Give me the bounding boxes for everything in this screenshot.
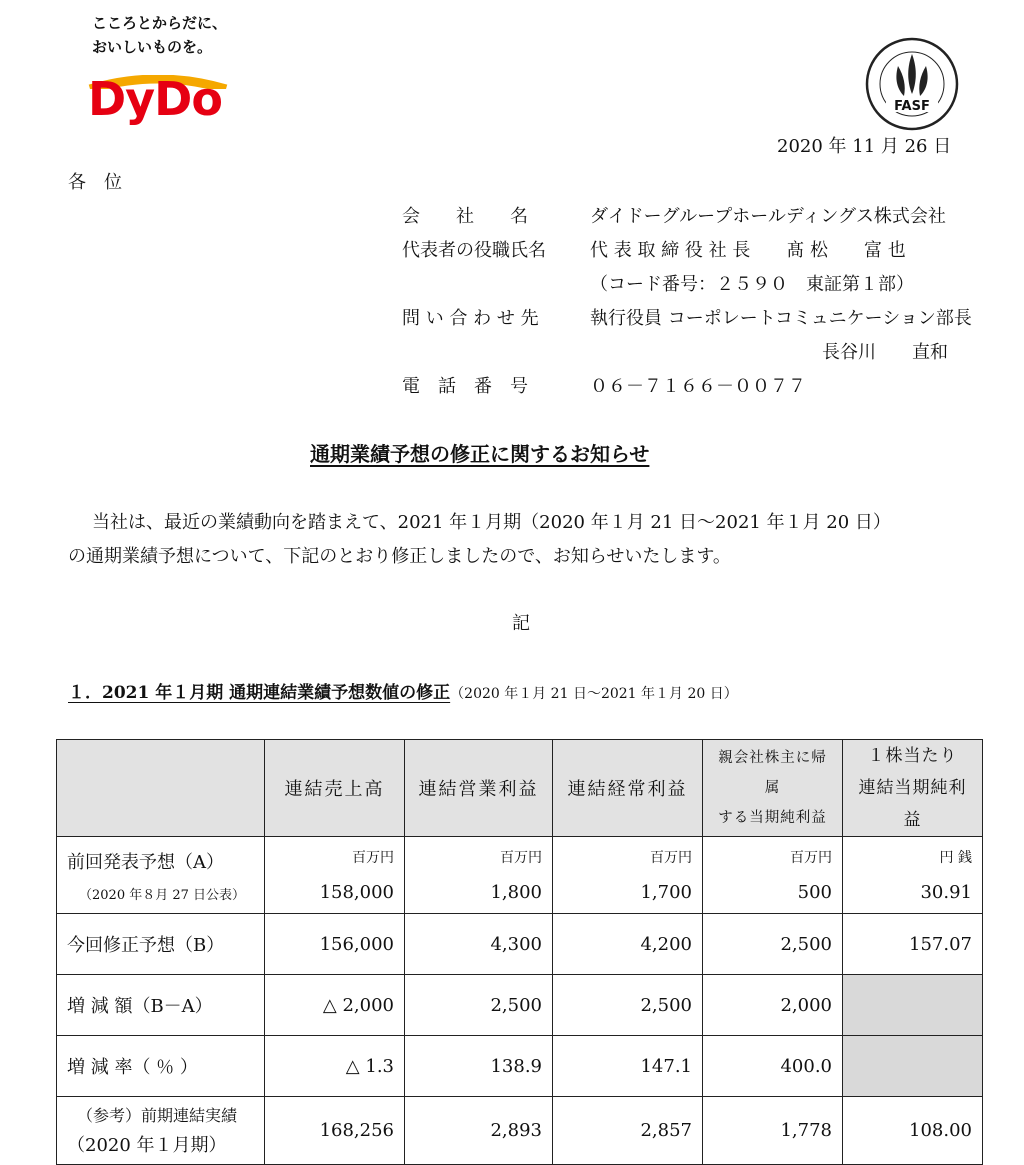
cell-number: 157.07	[843, 914, 983, 975]
logo-tagline-line-1: こころとからだに、	[92, 14, 228, 32]
cell-number: 2,857	[553, 1097, 703, 1165]
phone-label: 電 話 番 号	[402, 376, 528, 397]
body-line-1: 当社は、最近の業績動向を踏まえて、2021 年１月期（2020 年１月 21 日～2021 年１月 20 日）	[92, 512, 891, 533]
cell-number: 4,300	[405, 914, 553, 975]
cell-number: 2,500	[553, 975, 703, 1036]
unit-label: 百万円	[352, 849, 394, 866]
document-date: 2020 年 11 月 26 日	[777, 136, 952, 157]
unit-label: 百万円	[650, 849, 692, 866]
logo-tagline-line-2: おいしいものを。	[92, 38, 213, 56]
cell-number: 1,800	[490, 881, 542, 903]
cell-number: 138.9	[405, 1036, 553, 1097]
header-net-income-line-1: 親会社株主に帰属	[718, 750, 827, 796]
fasf-seal-label: FASF	[894, 99, 930, 114]
header-net-income-line-2: する当期純利益	[718, 810, 827, 826]
document-title: 通期業績予想の修正に関するお知らせ	[310, 442, 650, 466]
cell-number: 108.00	[843, 1097, 983, 1165]
addressee: 各 位	[68, 172, 122, 193]
cell-number: 500	[797, 881, 832, 903]
row-label-change-rate: 増 減 率（ ％ ）	[57, 1036, 265, 1097]
cell-number: 2,500	[405, 975, 553, 1036]
header-operating-income: 連結営業利益	[405, 740, 553, 837]
cell-value	[265, 837, 405, 914]
section-1-heading	[68, 678, 738, 703]
header-net-income	[703, 740, 843, 837]
unit-label: 百万円	[790, 849, 832, 866]
table-row	[57, 837, 983, 914]
cell-empty-shaded	[843, 975, 983, 1036]
cell-number: 168,256	[265, 1097, 405, 1165]
cell-number: 2,500	[703, 914, 843, 975]
cell-number: 1,700	[640, 881, 692, 903]
company-name-value: ダイドーグループホールディングス株式会社	[590, 206, 946, 227]
header-corner	[57, 740, 265, 837]
cell-number: 147.1	[553, 1036, 703, 1097]
table-row	[57, 1097, 983, 1165]
cell-value	[553, 837, 703, 914]
row-label-revised-forecast: 今回修正予想（B）	[57, 914, 265, 975]
forecast-revision-table	[56, 739, 983, 1165]
header-eps-line-1: １株当たり	[867, 746, 958, 766]
cell-number: 156,000	[265, 914, 405, 975]
contact-name: 長谷川 直和	[822, 342, 948, 363]
unit-label: 円 銭	[939, 849, 972, 866]
table-row	[57, 1036, 983, 1097]
table-row	[57, 914, 983, 975]
row-label-text: （参考）前期連結実績	[77, 1105, 238, 1125]
row-label-sub: （2020 年８月 27 日公表）	[79, 887, 246, 903]
cell-number: 4,200	[553, 914, 703, 975]
header-net-sales: 連結売上高	[265, 740, 405, 837]
fasf-seal-icon	[864, 36, 960, 132]
table-row	[57, 975, 983, 1036]
header-eps-line-2: 連結当期純利益	[858, 778, 967, 830]
row-label-prior-year-actual	[57, 1097, 265, 1165]
contact-value: 執行役員 コーポレートコミュニケーション部長	[590, 308, 972, 329]
cell-empty-shaded	[843, 1036, 983, 1097]
body-line-2: の通期業績予想について、下記のとおり修正しましたので、お知らせいたします。	[68, 546, 731, 567]
header-eps	[843, 740, 983, 837]
contact-label: 問 い 合 わ せ 先	[402, 308, 539, 329]
cell-number: 2,893	[405, 1097, 553, 1165]
row-label-previous-forecast	[57, 837, 265, 914]
representative-label: 代表者の役職氏名	[402, 240, 546, 261]
cell-value	[703, 837, 843, 914]
phone-value: ０６－７１６６－００７７	[590, 376, 806, 397]
cell-number: 30.91	[920, 881, 972, 903]
ki-mark: 記	[512, 613, 530, 634]
logo-brand: DyDo	[88, 72, 222, 126]
row-label-text: 前回発表予想（A）	[67, 851, 224, 873]
cell-number: 400.0	[703, 1036, 843, 1097]
row-label-sub: （2020 年１月期）	[67, 1134, 227, 1156]
cell-number: △ 1.3	[265, 1036, 405, 1097]
cell-number: △ 2,000	[265, 975, 405, 1036]
section-1-title: １．2021 年１月期 通期連結業績予想数値の修正	[68, 683, 451, 703]
representative-value: 代 表 取 締 役 社 長 髙 松 富 也	[590, 240, 906, 261]
cell-value	[405, 837, 553, 914]
company-name-label: 会 社 名	[402, 206, 528, 227]
stock-code: （コード番号：２５９０ 東証第１部）	[590, 274, 914, 295]
section-1-period: （2020 年１月 21 日～2021 年１月 20 日）	[450, 686, 738, 702]
row-label-change-amount: 増 減 額（B－A）	[57, 975, 265, 1036]
cell-number: 2,000	[703, 975, 843, 1036]
cell-value	[843, 837, 983, 914]
cell-number: 158,000	[319, 881, 394, 903]
cell-number: 1,778	[703, 1097, 843, 1165]
unit-label: 百万円	[500, 849, 542, 866]
table-header-row	[57, 740, 983, 837]
header-ordinary-income: 連結経常利益	[553, 740, 703, 837]
